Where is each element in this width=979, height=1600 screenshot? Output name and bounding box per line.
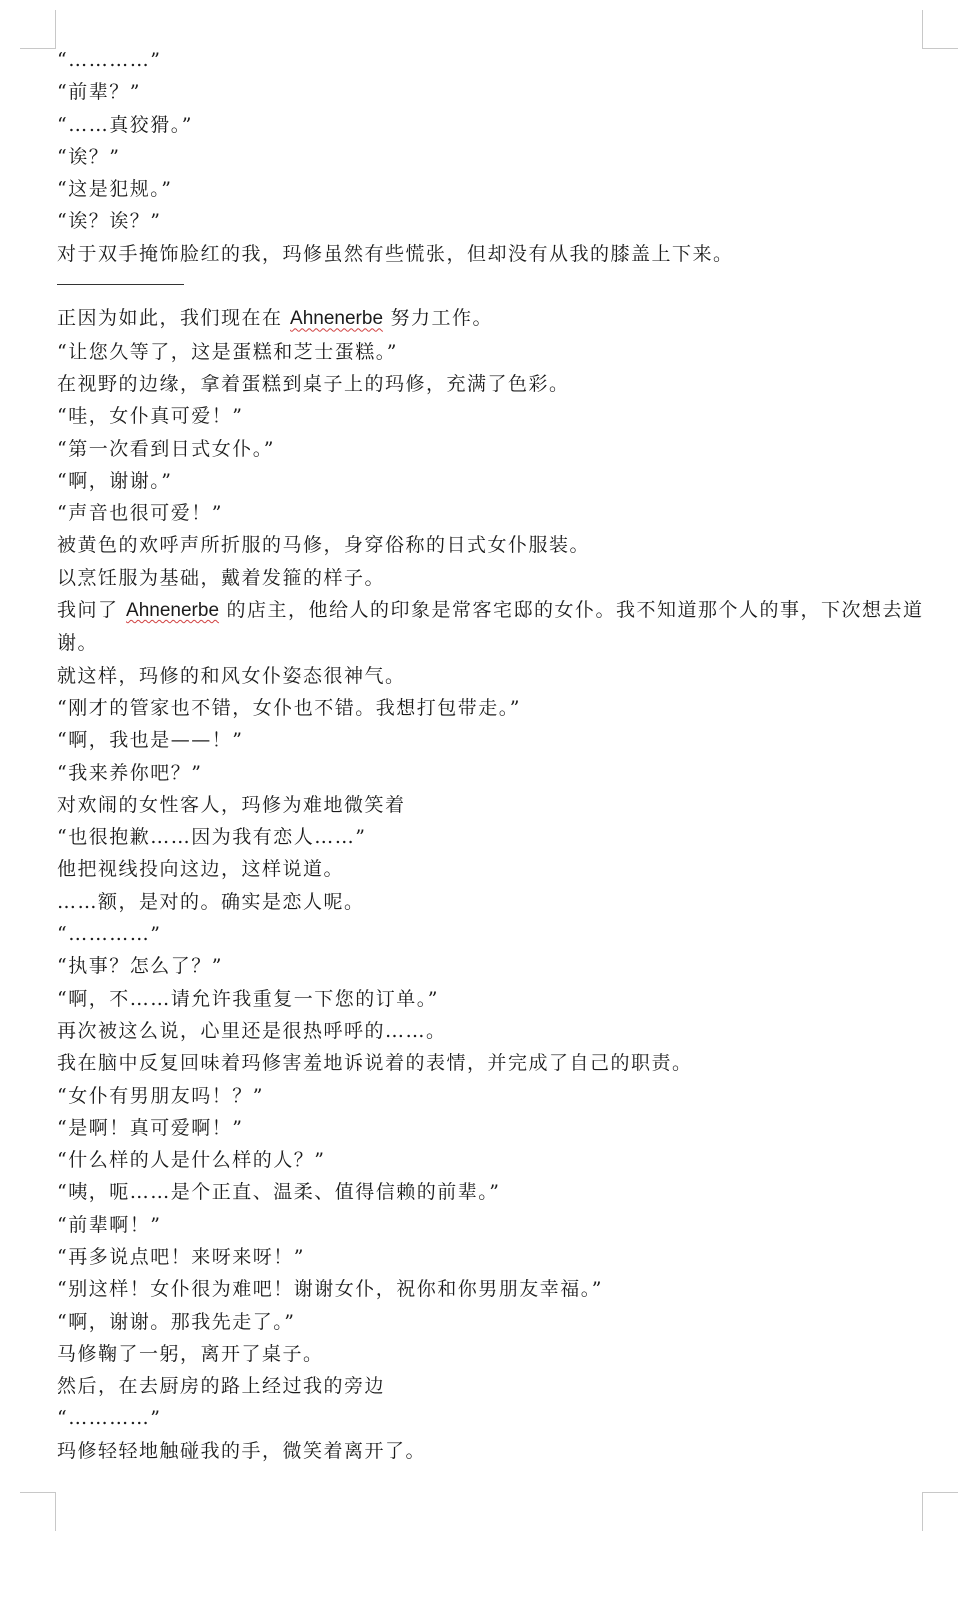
paragraph: “执事？怎么了？” (57, 955, 223, 978)
paragraph: 马修鞠了一躬，离开了桌子。 (57, 1342, 324, 1365)
paragraph: “也很抱歉……因为我有恋人……” (57, 826, 367, 849)
paragraph: “这是犯规。” (57, 178, 173, 201)
paragraph: “啊，谢谢。” (57, 469, 173, 492)
paragraph: “我来养你吧？” (57, 761, 203, 784)
crop-mark-bottom-right (922, 1492, 958, 1531)
paragraph: “刚才的管家也不错，女仆也不错。我想打包带走。” (57, 696, 521, 719)
paragraph: “啊，我也是——！” (57, 729, 244, 752)
paragraph: “是啊！真可爱啊！” (57, 1116, 244, 1139)
paragraph: “啊，谢谢。那我先走了。” (57, 1310, 296, 1333)
paragraph-with-term: 正因为如此，我们现在在 Ahnenerbe 努力工作。 (57, 307, 494, 330)
paragraph: 被黄色的欢呼声所折服的马修，身穿俗称的日式女仆服装。 (57, 534, 591, 557)
paragraph: 他把视线投向这边，这样说道。 (57, 858, 345, 881)
paragraph: “女仆有男朋友吗！？” (57, 1084, 264, 1107)
paragraph: “前辈？” (57, 81, 141, 104)
paragraph: “别这样！女仆很为难吧！谢谢女仆，祝你和你男朋友幸福。” (57, 1278, 603, 1301)
paragraph-with-term: 我问了 Ahnenerbe 的店主，他给人的印象是常客宅邸的女仆。我不知道那个人的事，下次想去道谢。 (57, 599, 924, 655)
paragraph: 对于双手掩饰脸红的我，玛修虽然有些慌张，但却没有从我的膝盖上下来。 (57, 242, 734, 265)
paragraph: 在视野的边缘，拿着蛋糕到桌子上的玛修，充满了色彩。 (57, 372, 570, 395)
paragraph: “诶？” (57, 145, 121, 168)
paragraph: “哇，女仆真可爱！” (57, 405, 244, 428)
paragraph: “……真狡猾。” (57, 113, 193, 136)
paragraph: 然后，在去厨房的路上经过我的旁边 (57, 1375, 386, 1398)
paragraph: “啊，不……请允许我重复一下您的订单。” (57, 987, 439, 1010)
paragraph: “什么样的人是什么样的人？” (57, 1149, 326, 1172)
latin-term: Ahnenerbe (290, 308, 384, 330)
paragraph: 玛修轻轻地触碰我的手，微笑着离开了。 (57, 1439, 427, 1462)
paragraph: ……额，是对的。确实是恋人呢。 (57, 890, 365, 913)
paragraph: “第一次看到日式女仆。” (57, 437, 275, 460)
paragraph: “…………” (57, 923, 162, 946)
section-divider (57, 270, 927, 302)
paragraph: “声音也很可爱！” (57, 502, 223, 525)
paragraph: “…………” (57, 1407, 162, 1430)
paragraph: “前辈啊！” (57, 1213, 162, 1236)
paragraph: 就这样，玛修的和风女仆姿态很神气。 (57, 664, 406, 687)
document-body (57, 44, 927, 1467)
paragraph: 我在脑中反复回味着玛修害羞地诉说着的表情，并完成了自己的职责。 (57, 1052, 693, 1075)
divider-line (57, 284, 184, 285)
paragraph: “让您久等了，这是蛋糕和芝士蛋糕。” (57, 340, 398, 363)
paragraph: “…………” (57, 49, 162, 71)
paragraph: “再多说点吧！来呀来呀！” (57, 1245, 305, 1268)
crop-mark-top-left (20, 10, 56, 49)
paragraph: 对欢闹的女性客人，玛修为难地微笑着 (57, 793, 406, 816)
crop-mark-top-right (922, 10, 958, 49)
latin-term: Ahnenerbe (126, 600, 220, 622)
paragraph: 再次被这么说，心里还是很热呼呼的……。 (57, 1019, 447, 1042)
paragraph: 以烹饪服为基础，戴着发箍的样子。 (57, 566, 386, 589)
paragraph: “诶？诶？” (57, 210, 162, 233)
paragraph: “咦，呃……是个正直、温柔、值得信赖的前辈。” (57, 1181, 501, 1204)
crop-mark-bottom-left (20, 1492, 56, 1531)
